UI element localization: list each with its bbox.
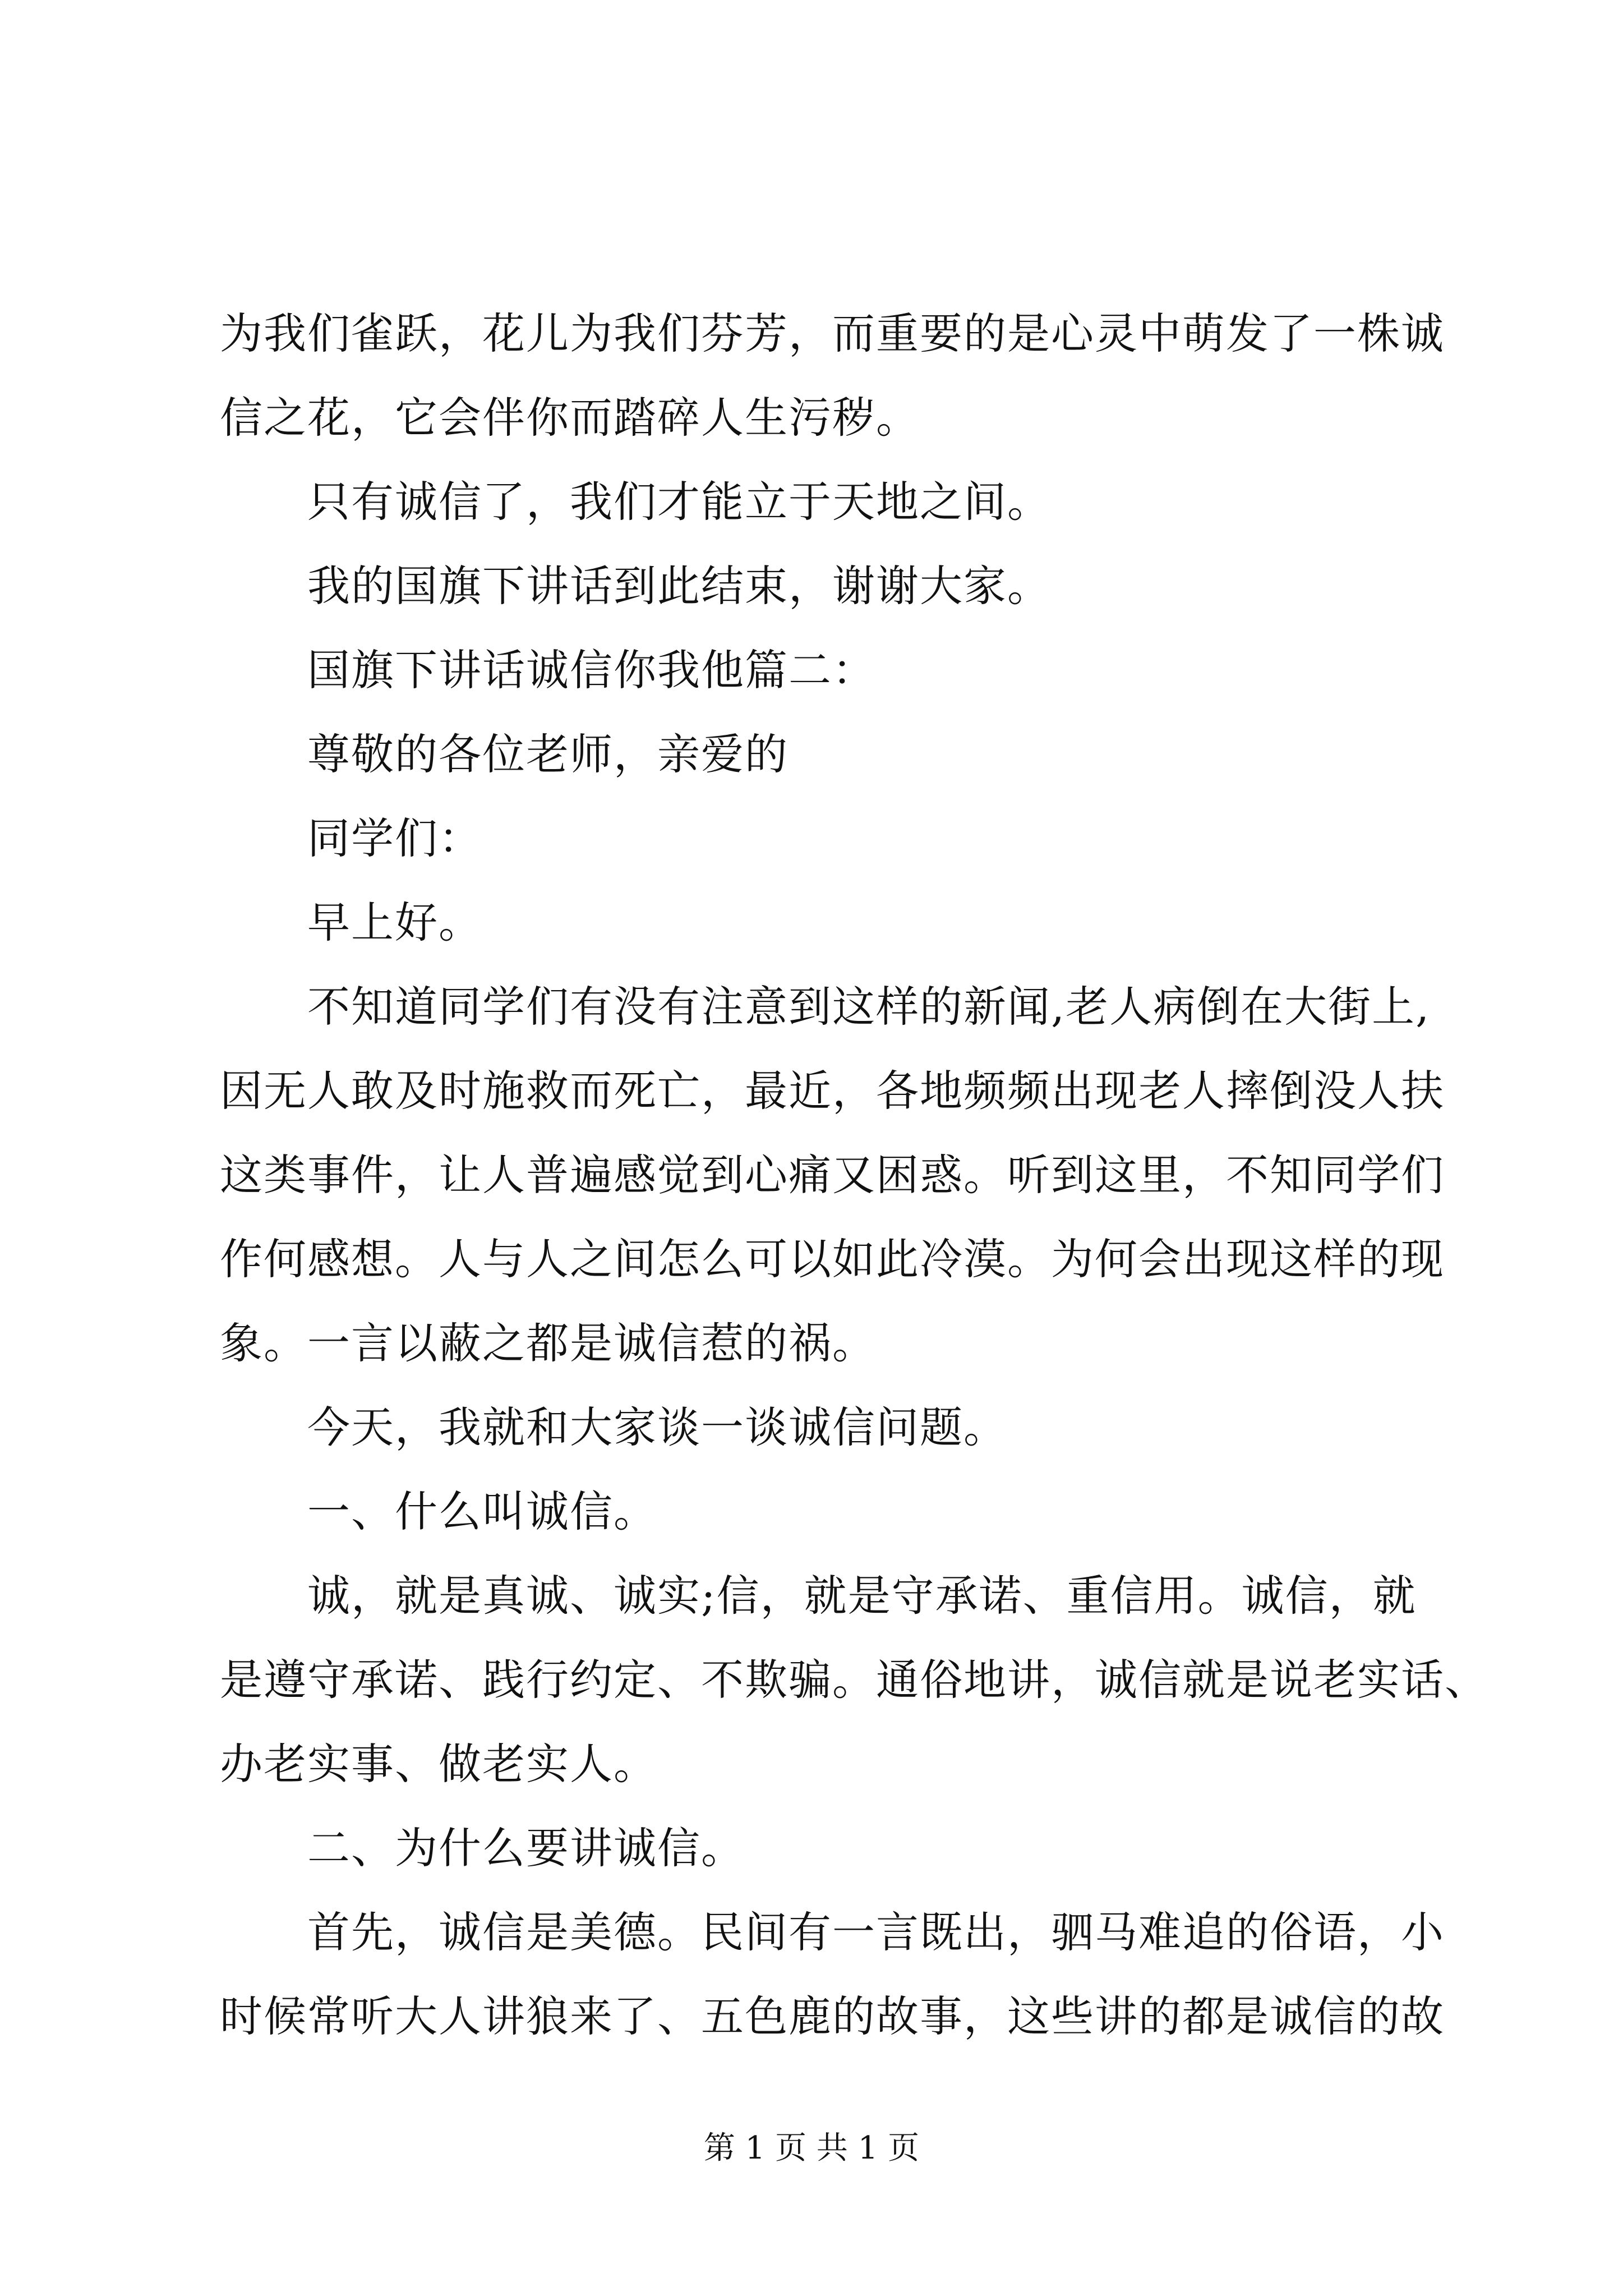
- text-line: 象。一言以蔽之都是诚信惹的祸。: [220, 1318, 876, 1368]
- text-line: 作何感想。人与人之间怎么可以如此冷漠。为何会出现这样的现: [220, 1234, 1445, 1284]
- text-line: 信之花，它会伴你而踏碎人生污秽。: [220, 393, 920, 443]
- text-line: 为我们雀跃，花儿为我们芬芳，而重要的是心灵中萌发了一株诚: [220, 309, 1445, 358]
- text-line: 是遵守承诺、践行约定、不欺骗。通俗地讲，诚信就是说老实话、: [220, 1655, 1488, 1705]
- text-line: 同学们：: [307, 813, 482, 863]
- page-number-footer: 第 1 页 共 1 页: [703, 2130, 920, 2166]
- text-line: 我的国旗下讲话到此结束，谢谢大家。: [307, 561, 1051, 611]
- text-line: 尊敬的各位老师，亲爱的: [307, 729, 789, 779]
- text-line: 时候常听大人讲狼来了、五色鹿的故事，这些讲的都是诚信的故: [220, 1991, 1445, 2041]
- section-heading: 二、为什么要讲诚信。: [307, 1823, 745, 1873]
- text-line: 不知道同学们有没有注意到这样的新闻,老人病倒在大街上,: [307, 982, 1431, 1032]
- text-line: 这类事件，让人普遍感觉到心痛又困惑。听到这里，不知同学们: [220, 1150, 1445, 1200]
- section-heading: 国旗下讲话诚信你我他篇二：: [307, 645, 876, 695]
- text-line: 办老实事、做老实人。: [220, 1739, 657, 1789]
- text-line: 早上好。: [307, 898, 482, 947]
- section-heading: 一、什么叫诚信。: [307, 1487, 657, 1536]
- text-line: 只有诚信了，我们才能立于天地之间。: [307, 477, 1051, 527]
- text-line: 诚，就是真诚、诚实;信，就是守承诺、重信用。诚信，就: [307, 1571, 1417, 1621]
- text-line: 因无人敢及时施救而死亡，最近，各地频频出现老人摔倒没人扶: [220, 1066, 1445, 1116]
- text-line: 今天，我就和大家谈一谈诚信问题。: [307, 1402, 1007, 1452]
- text-line: 首先，诚信是美德。民间有一言既出，驷马难追的俗语，小: [307, 1907, 1445, 1957]
